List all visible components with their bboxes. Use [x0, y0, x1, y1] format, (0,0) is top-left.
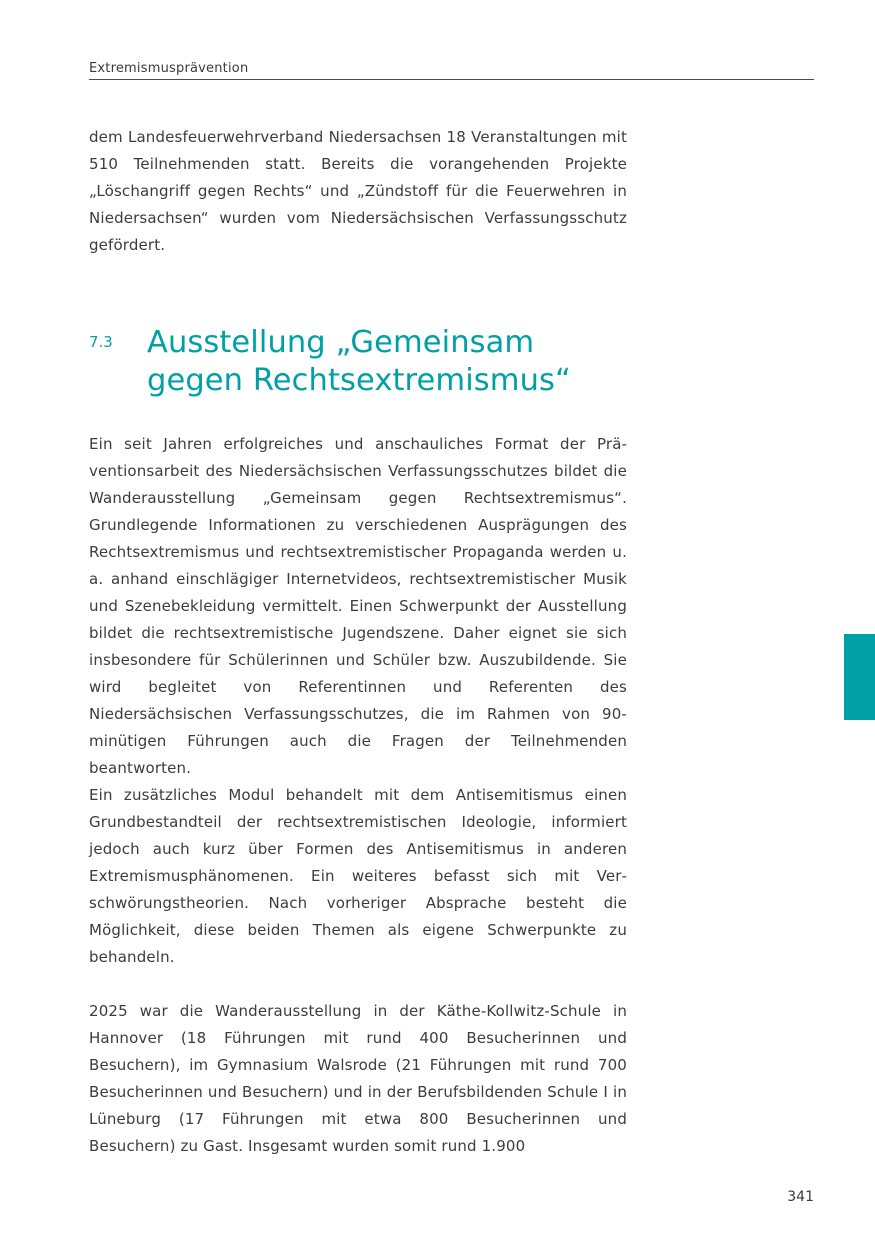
section-heading	[89, 324, 627, 404]
running-title: Extremismusprävention	[89, 61, 249, 76]
intro-paragraph: dem Landesfeuerwehrverband Niedersachsen 18 Veranstaltungen mit 510 Teilnehmenden statt. Bereits die vorangehenden Projekte „Löschangriff gegen Rechts“ und „Zündstoff für die Feuerwehren in Niedersachsen“ wurden vom Niedersächsischen Verfassungsschutz gefördert.	[89, 128, 627, 254]
running-header	[89, 57, 814, 80]
body-paragraph-2: Ein zusätzliches Modul behandelt mit dem Antisemitismus einen Grundbestandteil der rechtsextremistischen Ideologie, informiert jedoch auch kurz über Formen des Antisemitismus in anderen Extremismusphänomenen. Ein weiteres befasst sich mit Verschwörungstheorien. Nach vorheriger Absprache besteht die Möglichkeit, diese beiden Themen als eigene Schwerpunkte zu behandeln.	[89, 786, 627, 966]
section-title: Ausstellung „Gemeinsam gegen Rechtsextremismus“	[147, 325, 571, 398]
paragraph-spacer	[89, 971, 627, 998]
page-number: 341	[787, 1189, 814, 1205]
page-content	[89, 124, 627, 1160]
section-number: 7.3	[89, 333, 113, 351]
body-paragraph-1: Ein seit Jahren erfolgreiches und anschauliches Format der Präventionsarbeit des Niedersächsischen Verfassungsschutzes bildet die Wanderausstellung „Gemeinsam gegen Rechtsextremismus“. Grundlegende Informationen zu verschiedenen Ausprägungen des Rechtsextremismus und rechtsextremistischer Propaganda werden u. a. anhand einschlägiger Internetvideos, rechtsextremistischer Musik und Szenebekleidung vermittelt. Einen Schwerpunkt der Ausstellung bildet die rechtsextremistische Jugendszene. Daher eignet sie sich insbesondere für Schülerinnen und Schüler bzw. Auszubildende. Sie wird begleitet von Referentinnen und Referenten des Niedersächsischen Verfassungsschutzes, die im Rahmen von 90-minütigen Führungen auch die Fragen der Teilnehmenden beantworten.	[89, 435, 627, 777]
body-paragraph-3: 2025 war die Wanderausstellung in der Käthe-Kollwitz-Schule in Hannover (18 Führungen mit rund 400 Besucherinnen und Besuchern), im Gymnasium Walsrode (21 Führungen mit rund 700 Besucherinnen und Besuchern) und in der Berufsbildenden Schule I in Lüneburg (17 Führungen mit etwa 800 Besucherinnen und Besuchern) zu Gast. Insgesamt wurden somit rund 1.900	[89, 1002, 627, 1155]
chapter-tab-marker	[844, 634, 875, 720]
